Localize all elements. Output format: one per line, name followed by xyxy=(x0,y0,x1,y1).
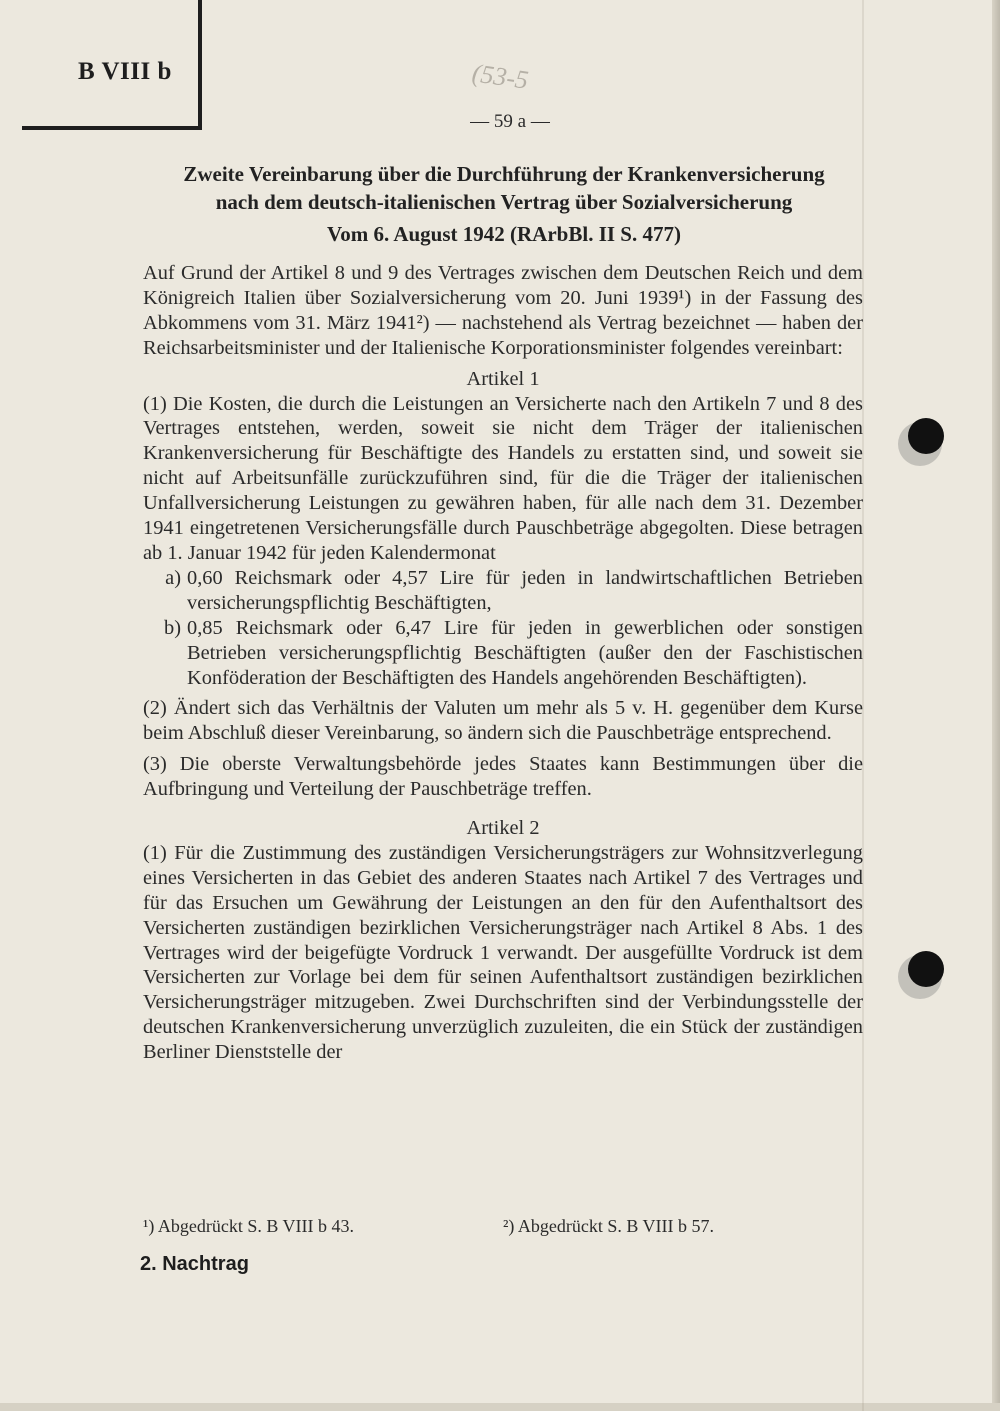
article-1-paragraph-3: (3) Die oberste Verwaltungsbehörde jedes Staates kann Bestimmungen über die Aufbringung und Verteilung der Pauschbeträge treffen. xyxy=(143,753,863,801)
punch-hole-bottom xyxy=(908,951,944,987)
item-a-marker: a) xyxy=(165,566,181,589)
item-a-text: 0,60 Reichsmark oder 4,57 Lire für jeden in landwirtschaftlichen Betrieben versicherungspflichtig Beschäftigten, xyxy=(187,566,863,614)
title-line-1: Zweite Vereinbarung über die Durchführung der Krankenversicherung xyxy=(183,162,825,186)
title-line-2: nach dem deutsch-italienischen Vertrag über Sozialversicherung xyxy=(215,190,793,214)
section-label: B VIII b xyxy=(78,58,172,85)
item-b-marker: b) xyxy=(164,616,181,639)
article-1-item-b xyxy=(143,616,863,691)
footnote-1: ¹) Abgedrückt S. B VIII b 43. xyxy=(143,1216,355,1236)
document-title xyxy=(140,160,868,216)
article-2-paragraph-1: (1) Für die Zustimmung des zuständigen Versicherungsträgers zur Wohnsitzverlegung eines Versicherten in das Gebiet des anderen Staates nach Artikel 7 des Vertrages und für das Ersuchen um Gewährung der Leistungen an den für den Aufenthaltsort des Versicherten zuständigen bezirklichen Versicherungsträger nach Artikel 8 Abs. 1 des Vertrages wird der beigefügte Vordruck 1 verwandt. Der ausgefüllte Vordruck ist dem Versicherten zur Vorlage bei dem für seinen Aufenthaltsort zuständigen bezirklichen Versicherungsträger mitzugeben. Zwei Durchschriften sind der Verbindungsstelle der deutschen Krankenversicherung unverzüglich zuzuleiten, die ein Stück der zuständigen Berliner Dienststelle der xyxy=(143,841,863,1064)
article-1-paragraph-1: (1) Die Kosten, die durch die Leistungen an Versicherte nach den Artikeln 7 und 8 des Vertrages entstehen, werden, soweit sie nicht dem Träger der italienischen Krankenversicherung für Beschäftigte des Handels zu erstatten sind, und soweit sie nicht auf Arbeitsunfälle zurückzuführen sind, für die die Träger der italienischen Unfallversicherung Leistungen zu gewähren haben, für alle nach dem 31. Dezember 1941 eingetretenen Versicherungsfälle durch Pauschbeträge abgegolten. Diese betragen ab 1. Januar 1942 für jeden Kalendermonat xyxy=(143,392,863,564)
article-1-paragraph-2: (2) Ändert sich das Verhältnis der Valuten um mehr als 5 v. H. gegenüber dem Kurse beim Abschluß dieser Vereinbarung, so ändern sich die Pauschbeträge entsprechend. xyxy=(143,697,863,745)
preamble-paragraph: Auf Grund der Artikel 8 und 9 des Vertrages zwischen dem Deutschen Reich und dem Königreich Italien über Sozialversicherung vom 20. Juni 1939¹) in der Fassung des Abkommens vom 31. März 1941²) — nachstehend als Vertrag bezeichnet — haben der Reichsarbeitsminister und der Italienische Korporationsminister folgendes vereinbart: xyxy=(143,262,863,359)
page-edge-right xyxy=(992,0,1000,1411)
item-b-text: 0,85 Reichsmark oder 6,47 Lire für jeden in gewerblichen oder sonstigen Betrieben versicherungspflichtig Beschäftigten (außer den der Faschistischen Konföderation der Beschäftigten des Handels angehörenden Beschäftigten). xyxy=(187,616,863,689)
article-1-heading: Artikel 1 xyxy=(466,367,540,390)
article-1-item-a xyxy=(143,566,863,616)
page-number: — 59 a — xyxy=(470,111,550,132)
title-date: Vom 6. August 1942 (RArbBl. II S. 477) xyxy=(327,222,681,246)
supplement-label: 2. Nachtrag xyxy=(140,1253,249,1275)
punch-hole-top xyxy=(908,418,944,454)
page-edge-bottom xyxy=(0,1403,1000,1411)
article-2-heading: Artikel 2 xyxy=(466,817,540,840)
footnote-2: ²) Abgedrückt S. B VIII b 57. xyxy=(503,1216,715,1236)
document-body xyxy=(143,261,863,1065)
handwritten-note: (53-5 xyxy=(470,58,531,95)
